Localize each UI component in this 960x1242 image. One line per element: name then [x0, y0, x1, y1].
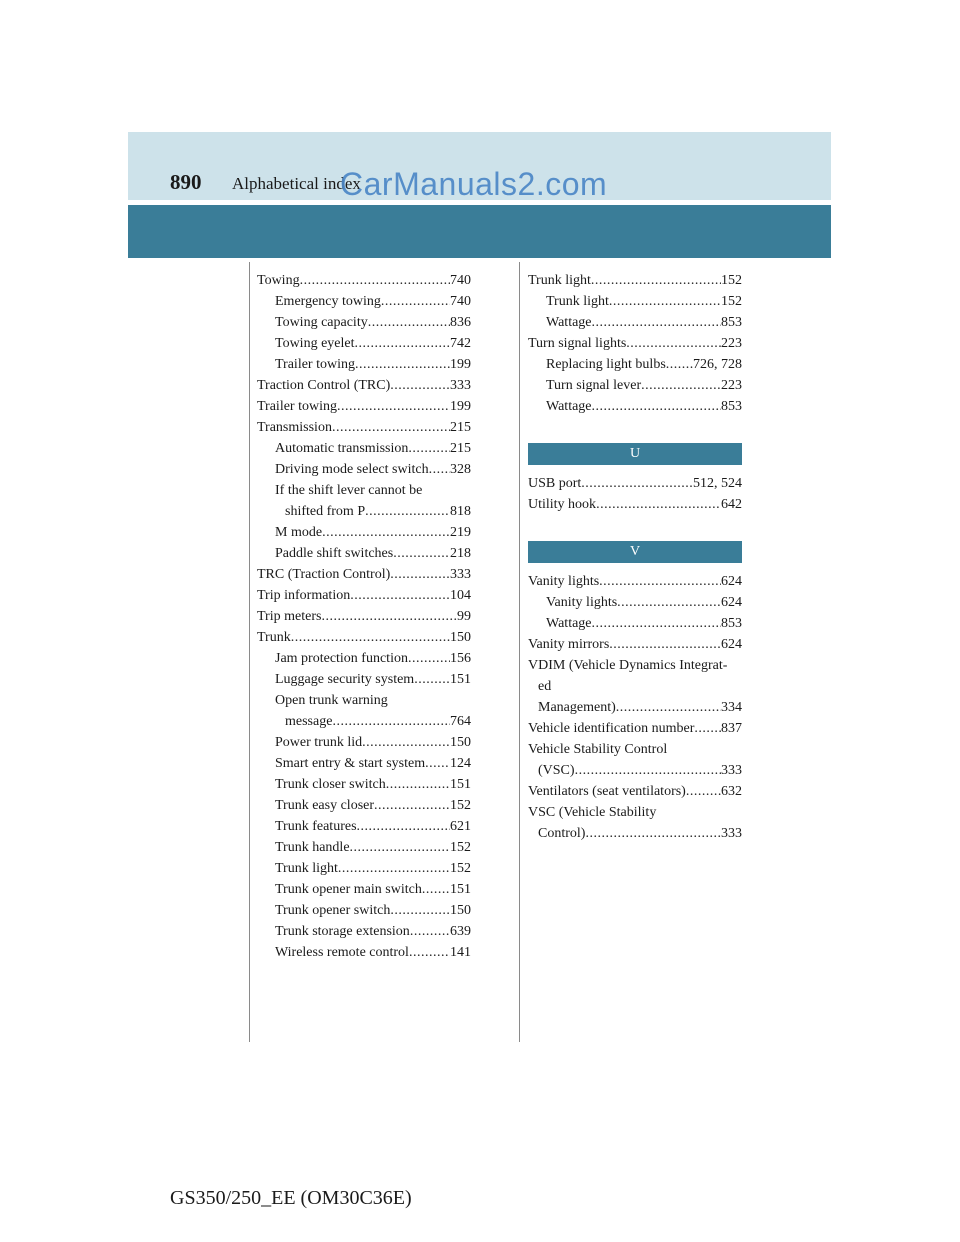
index-entry	[257, 606, 471, 627]
leader-dots	[616, 697, 721, 718]
index-entry	[257, 795, 471, 816]
leader-dots	[581, 473, 693, 494]
index-entry-page: 333	[450, 378, 471, 393]
index-entry-page: 818	[450, 504, 471, 519]
index-entry-page: 99	[457, 609, 471, 624]
index-entry-term: Replacing light bulbs	[546, 357, 666, 372]
index-entry-term: Management)	[538, 700, 616, 715]
index-entry	[528, 655, 742, 676]
leader-dots	[409, 942, 450, 963]
index-entry-page: 151	[450, 777, 471, 792]
section-title: Alphabetical index	[232, 174, 361, 193]
title-band	[128, 205, 831, 258]
index-entry-term: Vanity lights	[528, 574, 600, 589]
leader-dots	[381, 291, 450, 312]
index-entry	[528, 312, 742, 333]
index-entry	[257, 354, 471, 375]
index-entry-page: 624	[721, 595, 742, 610]
index-entry-page: 152	[721, 294, 742, 309]
index-entry-page: 334	[721, 700, 742, 715]
leader-dots	[337, 396, 450, 417]
index-entry-term: Paddle shift switches	[275, 546, 394, 561]
index-entry-page: 632	[721, 784, 742, 799]
index-entry-term: Control)	[538, 826, 586, 841]
index-entry-term: Wattage	[546, 315, 592, 330]
leader-dots	[390, 564, 450, 585]
leader-dots	[414, 669, 450, 690]
leader-dots	[592, 396, 721, 417]
index-entry-term: Vanity mirrors	[528, 637, 610, 652]
index-entry-term: Trunk features	[275, 819, 357, 834]
index-entry	[257, 543, 471, 564]
index-entry-page: 223	[721, 378, 742, 393]
index-entry-term: Vanity lights	[546, 595, 618, 610]
index-entry	[257, 648, 471, 669]
leader-dots	[617, 592, 721, 613]
leader-dots	[429, 459, 450, 480]
index-entry-page: 742	[450, 336, 471, 351]
leader-dots	[355, 354, 450, 375]
leader-dots	[686, 781, 721, 802]
index-entry-page: 512, 524	[693, 476, 742, 491]
index-entry	[257, 690, 471, 711]
index-entry	[257, 417, 471, 438]
index-entry	[257, 396, 471, 417]
leader-dots	[626, 333, 721, 354]
index-entry-page: 764	[450, 714, 471, 729]
letter-heading-u: U	[528, 443, 742, 465]
leader-dots	[408, 438, 450, 459]
index-entry	[257, 627, 471, 648]
index-entry	[528, 333, 742, 354]
index-entry-page: 853	[721, 399, 742, 414]
index-entry-page: 199	[450, 399, 471, 414]
index-entry-term: Luggage security system	[275, 672, 415, 687]
index-entry-page: 199	[450, 357, 471, 372]
index-entry	[257, 459, 471, 480]
index-entry-term: Trunk opener switch	[275, 903, 391, 918]
index-entry-page: 152	[721, 273, 742, 288]
leader-dots	[322, 522, 450, 543]
index-entry-term: Emergency towing	[275, 294, 381, 309]
index-entry	[528, 676, 742, 697]
index-entry-page: 223	[721, 336, 742, 351]
index-entry	[257, 774, 471, 795]
leader-dots	[350, 585, 450, 606]
index-entry-page: 624	[721, 574, 742, 589]
index-entry-page: 156	[450, 651, 471, 666]
index-entry-term: VSC (Vehicle Stability	[528, 805, 657, 820]
index-entry-term: shifted from P	[285, 504, 366, 519]
leader-dots	[425, 753, 450, 774]
leader-dots	[362, 732, 450, 753]
index-entry	[528, 571, 742, 592]
index-entry	[528, 823, 742, 844]
index-entry-term: Towing capacity	[275, 315, 368, 330]
leader-dots	[332, 417, 450, 438]
index-entry	[257, 921, 471, 942]
index-entry	[528, 634, 742, 655]
index-entry-term: ed	[538, 679, 552, 694]
index-entry-page: 124	[450, 756, 471, 771]
index-entry-term: Trunk opener main switch	[275, 882, 422, 897]
index-entry-term: Turn signal lights	[528, 336, 627, 351]
index-entry-term: Trailer towing	[275, 357, 355, 372]
leader-dots	[321, 606, 457, 627]
index-entry	[528, 270, 742, 291]
index-entry-term: USB port	[528, 476, 582, 491]
index-entry-page: 642	[721, 497, 742, 512]
leader-dots	[641, 375, 721, 396]
index-entry-term: Trip meters	[257, 609, 322, 624]
leader-dots	[422, 879, 450, 900]
leader-dots	[609, 291, 721, 312]
index-entry	[257, 522, 471, 543]
index-entry-term: Trailer towing	[257, 399, 337, 414]
index-entry-term: Open trunk warning	[275, 693, 388, 708]
index-entry	[257, 312, 471, 333]
index-entry-page: 141	[450, 945, 471, 960]
footer-model-code: GS350/250_EE (OM30C36E)	[170, 1187, 412, 1209]
leader-dots	[393, 543, 450, 564]
index-entry-page: 333	[450, 567, 471, 582]
index-entry-page: 150	[450, 903, 471, 918]
index-entry-term: Automatic transmission	[275, 441, 409, 456]
index-entry	[257, 753, 471, 774]
leader-dots	[332, 711, 450, 732]
leader-dots	[408, 648, 450, 669]
index-entry-page: 726, 728	[693, 357, 742, 372]
index-entry-page: 219	[450, 525, 471, 540]
column-divider-middle	[519, 262, 520, 1042]
index-entry-page: 215	[450, 441, 471, 456]
index-entry-page: 150	[450, 735, 471, 750]
index-entry-page: 837	[721, 721, 742, 736]
leader-dots	[666, 354, 693, 375]
index-entry-term: Trunk storage extension	[275, 924, 410, 939]
index-entry-page: 215	[450, 420, 471, 435]
index-entry	[257, 438, 471, 459]
leader-dots	[365, 501, 450, 522]
index-entry-page: 151	[450, 882, 471, 897]
leader-dots	[585, 823, 721, 844]
leader-dots	[291, 627, 450, 648]
leader-dots	[694, 718, 721, 739]
index-entry-term: Trunk light	[528, 273, 591, 288]
watermark: CarManuals2.com	[340, 166, 608, 202]
index-entry-term: Trunk easy closer	[275, 798, 375, 813]
index-entry	[257, 564, 471, 585]
index-entry-page: 150	[450, 630, 471, 645]
index-entry-term: TRC (Traction Control)	[257, 567, 391, 582]
leader-dots	[410, 921, 450, 942]
index-entry	[257, 270, 471, 291]
index-entry-term: Trunk light	[546, 294, 609, 309]
index-entry-term: Trunk closer switch	[275, 777, 386, 792]
index-entry-page: 621	[450, 819, 471, 834]
index-entry	[257, 942, 471, 963]
leader-dots	[592, 613, 721, 634]
index-entry-page: 151	[450, 672, 471, 687]
index-entry-term: VDIM (Vehicle Dynamics Integrat-	[528, 658, 728, 673]
leader-dots	[575, 760, 721, 781]
leader-dots	[355, 333, 451, 354]
index-entry-page: 152	[450, 840, 471, 855]
index-entry	[528, 494, 742, 515]
index-entry	[528, 760, 742, 781]
index-entry	[257, 837, 471, 858]
leader-dots	[599, 571, 721, 592]
index-entry	[528, 473, 742, 494]
letter-heading-v: V	[528, 541, 742, 563]
leader-dots	[390, 900, 450, 921]
index-entry-term: Wireless remote control	[275, 945, 409, 960]
index-entry-term: Towing	[257, 273, 300, 288]
index-entry	[257, 732, 471, 753]
index-entry	[257, 501, 471, 522]
index-entry	[528, 291, 742, 312]
index-entry	[528, 375, 742, 396]
index-entry-page: 104	[450, 588, 471, 603]
index-entry	[257, 711, 471, 732]
leader-dots	[592, 312, 721, 333]
leader-dots	[368, 312, 450, 333]
index-entry-page: 333	[721, 763, 742, 778]
index-entry-term: Utility hook	[528, 497, 597, 512]
index-entry-page: 853	[721, 315, 742, 330]
index-entry-term: Power trunk lid	[275, 735, 363, 750]
index-column-2	[528, 270, 742, 844]
index-entry-term: Driving mode select switch	[275, 462, 429, 477]
leader-dots	[390, 375, 450, 396]
index-entry-page: 328	[450, 462, 471, 477]
index-entry	[257, 879, 471, 900]
leader-dots	[374, 795, 450, 816]
index-entry	[528, 739, 742, 760]
index-entry	[257, 669, 471, 690]
index-entry	[257, 585, 471, 606]
index-entry-term: Vehicle identification number	[528, 721, 695, 736]
index-entry-page: 853	[721, 616, 742, 631]
index-entry-page: 836	[450, 315, 471, 330]
index-entry-page: 152	[450, 861, 471, 876]
index-column-1	[257, 270, 471, 963]
index-entry-term: Ventilators (seat ventilators)	[528, 784, 686, 799]
leader-dots	[300, 270, 450, 291]
index-entry-term: Vehicle Stability Control	[528, 742, 668, 757]
index-entry-page: 152	[450, 798, 471, 813]
index-entry	[257, 900, 471, 921]
column-divider-left	[249, 262, 250, 1042]
index-entry	[528, 613, 742, 634]
index-entry-term: Trunk	[257, 630, 291, 645]
leader-dots	[338, 858, 450, 879]
index-entry	[528, 781, 742, 802]
index-entry	[257, 858, 471, 879]
leader-dots	[386, 774, 450, 795]
index-entry	[528, 354, 742, 375]
index-entry-term: Towing eyelet	[275, 336, 355, 351]
index-entry	[257, 291, 471, 312]
index-entry	[257, 333, 471, 354]
index-entry	[528, 697, 742, 718]
index-entry	[528, 592, 742, 613]
leader-dots	[357, 816, 450, 837]
index-entry-term: Trip information	[257, 588, 351, 603]
index-entry	[257, 480, 471, 501]
index-entry-term: Smart entry & start system	[275, 756, 426, 771]
index-entry-page: 740	[450, 294, 471, 309]
index-entry	[257, 375, 471, 396]
index-entry	[257, 816, 471, 837]
index-entry-term: Turn signal lever	[546, 378, 642, 393]
index-entry-term: (VSC)	[538, 763, 575, 778]
leader-dots	[350, 837, 450, 858]
leader-dots	[596, 494, 721, 515]
index-entry-term: Jam protection function	[275, 651, 408, 666]
index-entry-page: 218	[450, 546, 471, 561]
leader-dots	[591, 270, 721, 291]
index-entry	[528, 396, 742, 417]
index-entry-term: Wattage	[546, 616, 592, 631]
page-number: 890	[170, 170, 202, 194]
index-entry-term: M mode	[275, 525, 323, 540]
index-entry-page: 333	[721, 826, 742, 841]
index-entry-term: message	[285, 714, 333, 729]
index-entry	[528, 802, 742, 823]
index-entry-term: Wattage	[546, 399, 592, 414]
index-entry-term: Traction Control (TRC)	[257, 378, 391, 393]
index-entry-term: If the shift lever cannot be	[275, 483, 423, 498]
index-entry-page: 639	[450, 924, 471, 939]
index-entry-term: Transmission	[257, 420, 332, 435]
index-entry-term: Trunk light	[275, 861, 338, 876]
index-entry	[528, 718, 742, 739]
leader-dots	[609, 634, 721, 655]
index-entry-page: 740	[450, 273, 471, 288]
index-entry-term: Trunk handle	[275, 840, 350, 855]
index-entry-page: 624	[721, 637, 742, 652]
